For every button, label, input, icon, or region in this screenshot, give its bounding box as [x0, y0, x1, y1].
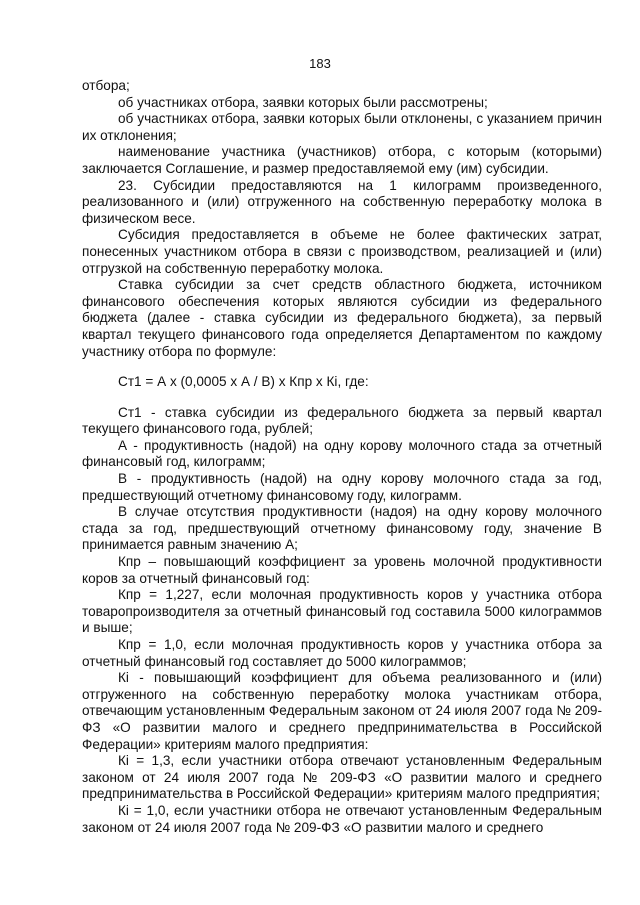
page-number: 183: [309, 56, 331, 71]
paragraph-definition-ki: Кi - повышающий коэффициент для объема реализованного и (или) отгруженного на собственную переработку молока участникам отбора, отвечающим установленным Федеральным законом от 24 июля 2007 года № 209-ФЗ «О развитии малого и среднего предпринимательства в Российской Федерации» критериям малого предприятия:: [82, 670, 602, 752]
paragraph-agreement-participant: наименование участника (участников) отбора, с которым (которыми) заключается Соглашение, и размер предоставляемой ему (им) субсидии.: [82, 144, 602, 176]
paragraph-ki-10: Кi = 1,0, если участники отбора не отвечают установленным Федеральным законом от 24 июля 2007 года № 209-ФЗ «О развитии малого и среднего: [82, 802, 602, 835]
document-body: [82, 78, 602, 836]
paragraph-item-23: 23. Субсидии предоставляются на 1 килограмм произведенного, реализованного и (или) отгруженного на собственную переработку молока в физическом весе.: [82, 177, 602, 226]
formula: Ст1 = А х (0,0005 х А / В) х Кпр х Кi, где:: [118, 374, 369, 390]
paragraph-no-productivity: В случае отсутствия продуктивности (надоя) на одну корову молочного стада за год, предшествующий отчетному финансовому году, значение В принимается равным значению А;: [82, 504, 602, 553]
paragraph-considered-participants: об участниках отбора, заявки которых были рассмотрены;: [118, 94, 488, 110]
paragraph-definition-st1: Ст1 - ставка субсидии из федерального бюджета за первый квартал текущего финансового года, рублей;: [82, 404, 602, 437]
paragraph-ki-13: Кi = 1,3, если участники отбора отвечают установленным Федеральным законом от 24 июля 2007 года № 209-ФЗ «О развитии малого и среднего предпринимательства в Российской Федерации» критериям малого предприятия;: [82, 753, 602, 802]
paragraph-subsidy-volume: Субсидия предоставляется в объеме не более фактических затрат, понесенных участником отбора в связи с производством, реализацией и (или) отгрузкой на собственную переработку молока.: [82, 227, 602, 276]
paragraph-subsidy-rate: Ставка субсидии за счет средств областного бюджета, источником финансового обеспечения которых являются субсидии из федерального бюджета (далее - ставка субсидии из федерального бюджета), за первый квартал текущего финансового года определяется Департаментом по каждому участнику отбора по формуле:: [82, 277, 602, 359]
paragraph-definition-b: В - продуктивность (надой) на одну корову молочного стада за год, предшествующий отчетному финансовому году, килограмм.: [82, 471, 602, 503]
paragraph-kpr-1227: Кпр = 1,227, если молочная продуктивность коров у участника отбора товаропроизводителя за отчетный финансовый год составила 5000 килограммов и выше;: [82, 587, 602, 636]
paragraph-definition-kpr: Кпр – повышающий коэффициент за уровень молочной продуктивности коров за отчетный финансовый год:: [82, 554, 602, 586]
paragraph-continuation: отбора;: [82, 78, 130, 93]
paragraph-kpr-10: Кпр = 1,0, если молочная продуктивность коров у участника отбора за отчетный финансовый год составляет до 5000 килограммов;: [82, 637, 602, 669]
paragraph-definition-a: А - продуктивность (надой) на одну корову молочного стада за отчетный финансовый год, килограмм;: [82, 437, 602, 470]
paragraph-rejected-participants: об участниках отбора, заявки которых были отклонены, с указанием причин их отклонения;: [82, 111, 602, 143]
